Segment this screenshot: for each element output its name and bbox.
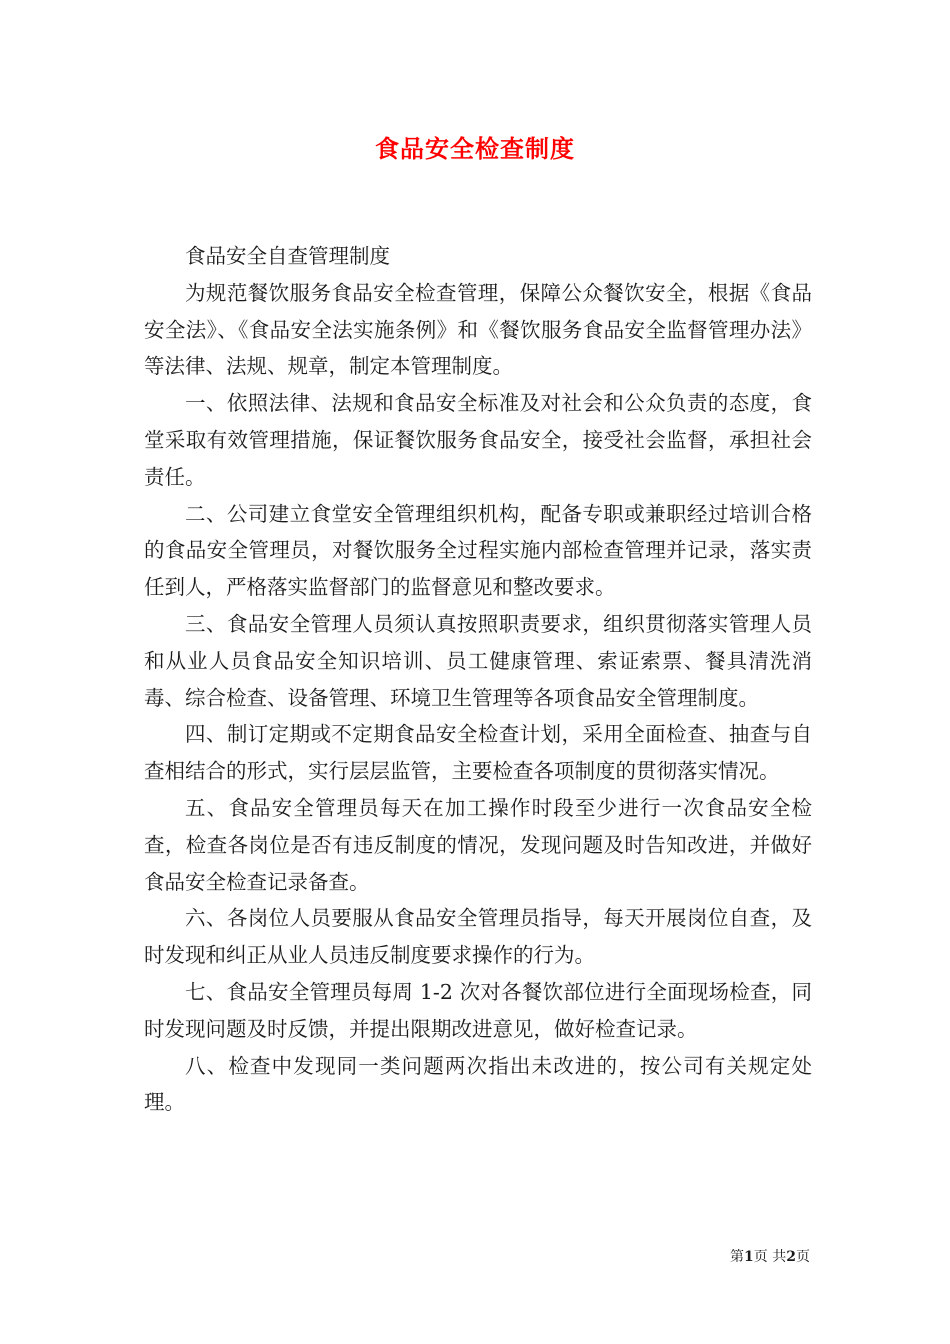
footer-current-page: 1 <box>744 1249 754 1265</box>
footer-total-pages: 2 <box>786 1249 796 1265</box>
document-body <box>144 238 812 1121</box>
footer-prefix: 第 <box>730 1249 745 1265</box>
footer-middle: 页 共 <box>753 1249 787 1265</box>
paragraph-intro: 为规范餐饮服务食品安全检查管理，保障公众餐饮安全，根据《食品安全法》、《食品安全法实施条例》和《餐饮服务食品安全监督管理办法》等法律、法规、规章，制定本管理制度。 <box>144 280 812 379</box>
paragraph-4: 四、制订定期或不定期食品安全检查计划，采用全面检查、抽查与自查相结合的形式，实行层层监管，主要检查各项制度的贯彻落实情况。 <box>144 722 812 784</box>
document-subheading: 食品安全自查管理制度 <box>185 244 390 268</box>
paragraph-7: 七、食品安全管理员每周 1-2 次对各餐饮部位进行全面现场检查，同时发现问题及时反馈，并提出限期改进意见，做好检查记录。 <box>144 979 812 1041</box>
paragraph-3: 三、食品安全管理人员须认真按照职责要求，组织贯彻落实管理人员和从业人员食品安全知识培训、员工健康管理、索证索票、餐具清洗消毒、综合检查、设备管理、环境卫生管理等各项食品安全管理制度。 <box>144 611 812 710</box>
paragraph-6: 六、各岗位人员要服从食品安全管理员指导，每天开展岗位自查，及时发现和纠正从业人员违反制度要求操作的行为。 <box>144 906 812 968</box>
document-title: 食品安全检查制度 <box>375 134 575 163</box>
footer-suffix: 页 <box>796 1249 810 1265</box>
paragraph-8: 八、检查中发现同一类问题两次指出未改进的，按公司有关规定处理。 <box>144 1053 812 1115</box>
paragraph-5: 五、食品安全管理员每天在加工操作时段至少进行一次食品安全检查，检查各岗位是否有违反制度的情况，发现问题及时告知改进，并做好食品安全检查记录备查。 <box>144 795 812 894</box>
paragraph-2: 二、公司建立食堂安全管理组织机构，配备专职或兼职经过培训合格的食品安全管理员，对餐饮服务全过程实施内部检查管理并记录，落实责任到人，严格落实监督部门的监督意见和整改要求。 <box>144 501 812 600</box>
paragraph-1: 一、依照法律、法规和食品安全标准及对社会和公众负责的态度，食堂采取有效管理措施，保证餐饮服务食品安全，接受社会监督，承担社会责任。 <box>144 391 812 489</box>
page-number-footer <box>730 1247 810 1267</box>
